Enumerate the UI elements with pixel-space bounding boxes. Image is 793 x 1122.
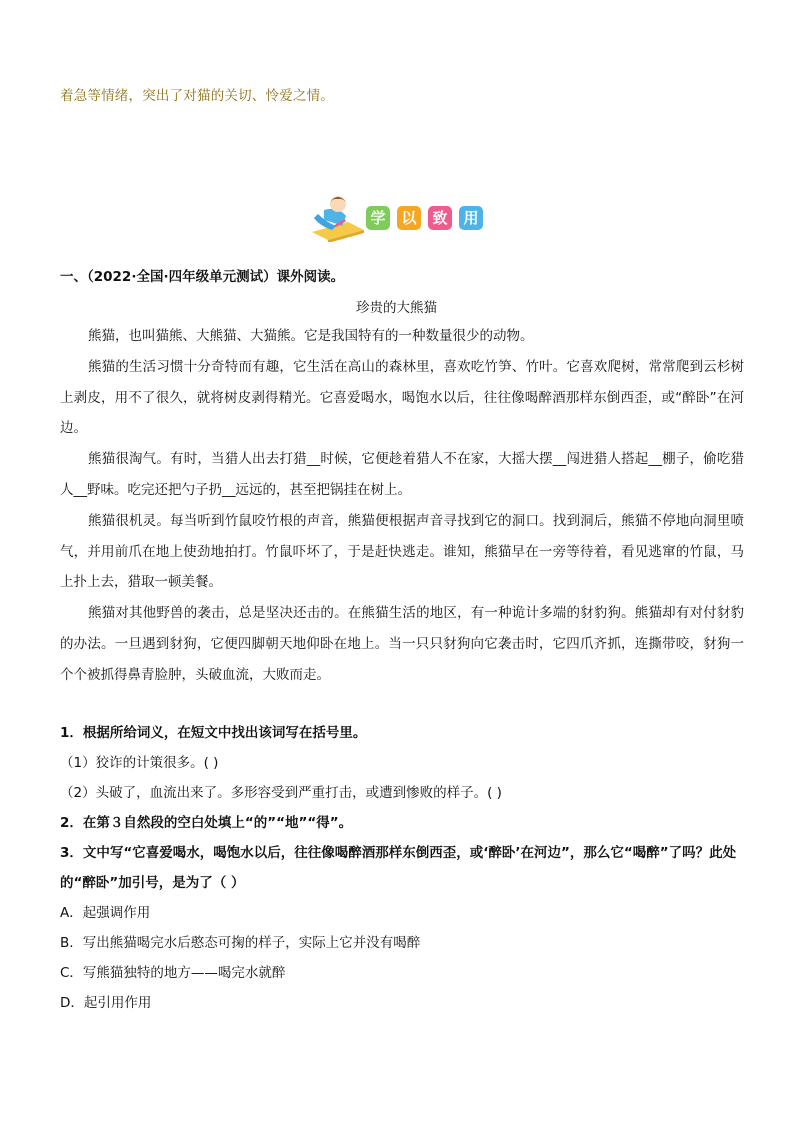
question-list (60, 718, 750, 1018)
question-1-item-1: （1）狡诈的计策很多。( ) (60, 755, 219, 771)
option-a: A．起强调作用 (60, 905, 151, 921)
banner-char-xue: 学 (366, 206, 390, 230)
section-heading: 一、（2022·全国·四年级单元测试）课外阅读。 (60, 269, 345, 285)
option-d: D．起引用作用 (60, 995, 152, 1011)
banner-char-zhi: 致 (428, 206, 452, 230)
banner-char-yi: 以 (397, 206, 421, 230)
article-title: 珍贵的大熊猫 (356, 300, 437, 316)
option-b: B．写出熊猫喝完水后憨态可掬的样子，实际上它并没有喝醉 (60, 935, 421, 951)
banner-char-yong: 用 (459, 206, 483, 230)
section-banner (308, 192, 493, 242)
article-paragraph: 熊猫很淘气。有时，当猎人出去打猎__时候，它便趁着猎人不在家，大摇大摆__闯进猎人搭起__棚子，偷吃猎人__野味。吃完还把勺子扔__远远的，甚至把锅挂在树上。 (60, 451, 744, 498)
student-writing-icon (308, 192, 368, 242)
article-paragraph: 熊猫对其他野兽的袭击，总是坚决还击的。在熊猫生活的地区，有一种诡计多端的豺豹狗。熊猫却有对付豺豹的办法。一旦遇到豺狗，它便四脚朝天地仰卧在地上。当一只只豺狗向它袭击时，它四爪齐抓，连撕带咬，豺狗一个个被抓得鼻青脸肿，头破血流，大败而走。 (60, 605, 744, 683)
option-c: C．写熊猫独特的地方——喝完水就醉 (60, 965, 286, 981)
carry-over-text: 着急等情绪，突出了对猫的关切、怜爱之情。 (60, 88, 334, 104)
article-paragraph: 熊猫很机灵。每当听到竹鼠咬竹根的声音，熊猫便根据声音寻找到它的洞口。找到洞后，熊猫不停地向洞里喷气，并用前爪在地上使劲地拍打。竹鼠吓坏了，于是赶快逃走。谁知，熊猫早在一旁等待着，看见逃窜的竹鼠，马上扑上去，猎取一顿美餐。 (60, 512, 744, 591)
question-1-item-2: （2）头破了，血流出来了。多形容受到严重打击，或遭到惨败的样子。( ) (60, 785, 502, 801)
article-paragraph: 熊猫的生活习惯十分奇特而有趣，它生活在高山的森林里，喜欢吃竹笋、竹叶。它喜欢爬树，常常爬到云杉树上剥皮，用不了很久，就将树皮剥得精光。它喜爱喝水，喝饱水以后，往往像喝醉酒那样东倒西歪，或“醉卧”在河边。 (60, 358, 744, 437)
question-1-stem: 1．根据所给词义，在短文中找出该词写在括号里。 (60, 725, 367, 741)
article-paragraph: 熊猫，也叫猫熊、大熊猫、大猫熊。它是我国特有的一种数量很少的动物。 (88, 328, 534, 344)
article-body (60, 321, 744, 691)
question-3-stem: 3．文中写“它喜爱喝水，喝饱水以后，往往像喝醉酒那样东倒西歪，或‘醉卧’在河边”，那么它“喝醉”了吗？此处的“醉卧”加引号，是为了（ ） (60, 845, 737, 891)
question-2-stem: 2．在第３自然段的空白处填上“的”“地”“得”。 (60, 815, 353, 831)
